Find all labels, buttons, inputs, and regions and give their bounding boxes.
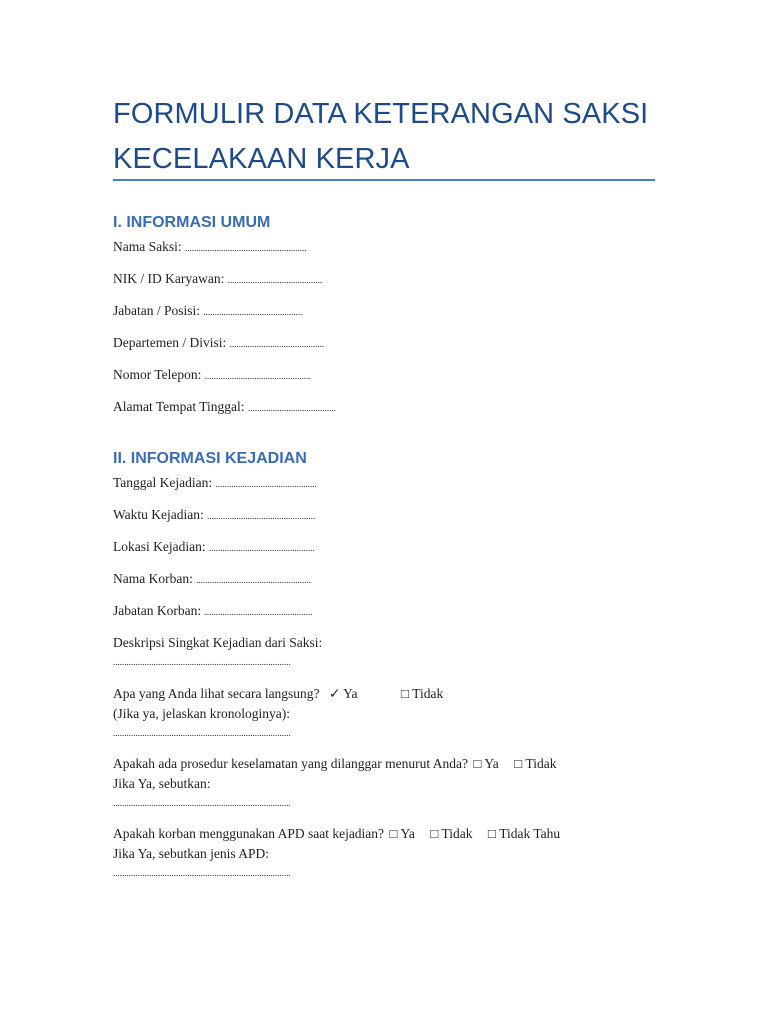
question-text: Apa yang Anda lihat secara langsung?: [113, 686, 320, 701]
document-title: [113, 92, 658, 182]
title-underline: [113, 179, 655, 181]
fill-line: ......................................................: [185, 243, 307, 253]
description-label: Deskripsi Singkat Kejadian dari Saksi:: [113, 635, 323, 650]
field-label: Waktu Kejadian:: [113, 507, 204, 522]
apd-fill-line: ...............................................................................: [113, 868, 291, 878]
option-tidak[interactable]: □ Tidak: [514, 756, 557, 771]
field-nama-saksi: [113, 237, 307, 258]
option-ya-checked[interactable]: ✓ Ya: [328, 686, 358, 701]
field-label: Jabatan / Posisi:: [113, 303, 200, 318]
field-tanggal-kejadian: [113, 473, 317, 494]
field-label: Nama Saksi:: [113, 239, 182, 254]
field-label: Departemen / Divisi:: [113, 335, 227, 350]
field-departemen: [113, 333, 324, 354]
question-followup-kronologi: (Jika ya, jelaskan kronologinya):: [113, 706, 290, 721]
fill-line: ..........................................: [229, 339, 325, 349]
section-heading-informasi-kejadian: II. INFORMASI KEJADIAN: [113, 450, 307, 467]
fill-line: ................................................: [207, 511, 316, 521]
fill-line: ...............................................: [204, 371, 311, 381]
option-tidak[interactable]: □ Tidak: [430, 826, 473, 841]
field-alamat: [113, 397, 336, 418]
question-text: Apakah ada prosedur keselamatan yang dilanggar menurut Anda?: [113, 756, 468, 771]
field-label: Jabatan Korban:: [113, 603, 202, 618]
field-label: Nomor Telepon:: [113, 367, 202, 382]
title-line-1: FORMULIR DATA KETERANGAN SAKSI: [113, 98, 649, 130]
field-waktu-kejadian: [113, 505, 315, 526]
title-line-2: KECELAKAAN KERJA: [113, 143, 410, 175]
field-nomor-telepon: [113, 365, 311, 386]
kronologi-fill-line: ...............................................................................: [113, 728, 291, 738]
option-ya[interactable]: □ Ya: [473, 756, 499, 771]
prosedur-fill-line: ...............................................................................: [113, 798, 291, 808]
question-apd: [113, 824, 560, 844]
option-tidak[interactable]: □ Tidak: [400, 686, 444, 701]
section-heading-informasi-umum: I. INFORMASI UMUM: [113, 214, 271, 231]
fill-line: ............................................: [203, 307, 303, 317]
question-lihat-langsung: [113, 684, 443, 704]
fill-line: ...................................................: [196, 575, 311, 585]
document-page: [113, 0, 658, 1024]
field-label: Tanggal Kejadian:: [113, 475, 213, 490]
field-label: Alamat Tempat Tinggal:: [113, 399, 245, 414]
fill-line: .............................................: [215, 479, 317, 489]
question-followup-sebutkan: Jika Ya, sebutkan:: [113, 776, 211, 791]
field-lokasi-kejadian: [113, 537, 315, 558]
field-nik: [113, 269, 322, 290]
field-label: NIK / ID Karyawan:: [113, 271, 225, 286]
option-tidak-tahu[interactable]: □ Tidak Tahu: [487, 826, 561, 841]
fill-line: ................................................: [204, 607, 313, 617]
field-nama-korban: [113, 569, 311, 590]
question-prosedur-dilanggar: [113, 754, 556, 774]
field-label: Lokasi Kejadian:: [113, 539, 206, 554]
field-label: Nama Korban:: [113, 571, 193, 586]
option-ya[interactable]: □ Ya: [389, 826, 415, 841]
field-jabatan-korban: [113, 601, 312, 622]
question-text: Apakah korban menggunakan APD saat kejadian?: [113, 826, 385, 841]
fill-line: .......................................: [247, 403, 336, 413]
description-fill-line: ...............................................................................: [113, 657, 291, 667]
field-jabatan: [113, 301, 302, 322]
fill-line: ..........................................: [227, 275, 323, 285]
question-followup-jenis-apd: Jika Ya, sebutkan jenis APD:: [113, 846, 270, 861]
fill-line: ...............................................: [208, 543, 315, 553]
